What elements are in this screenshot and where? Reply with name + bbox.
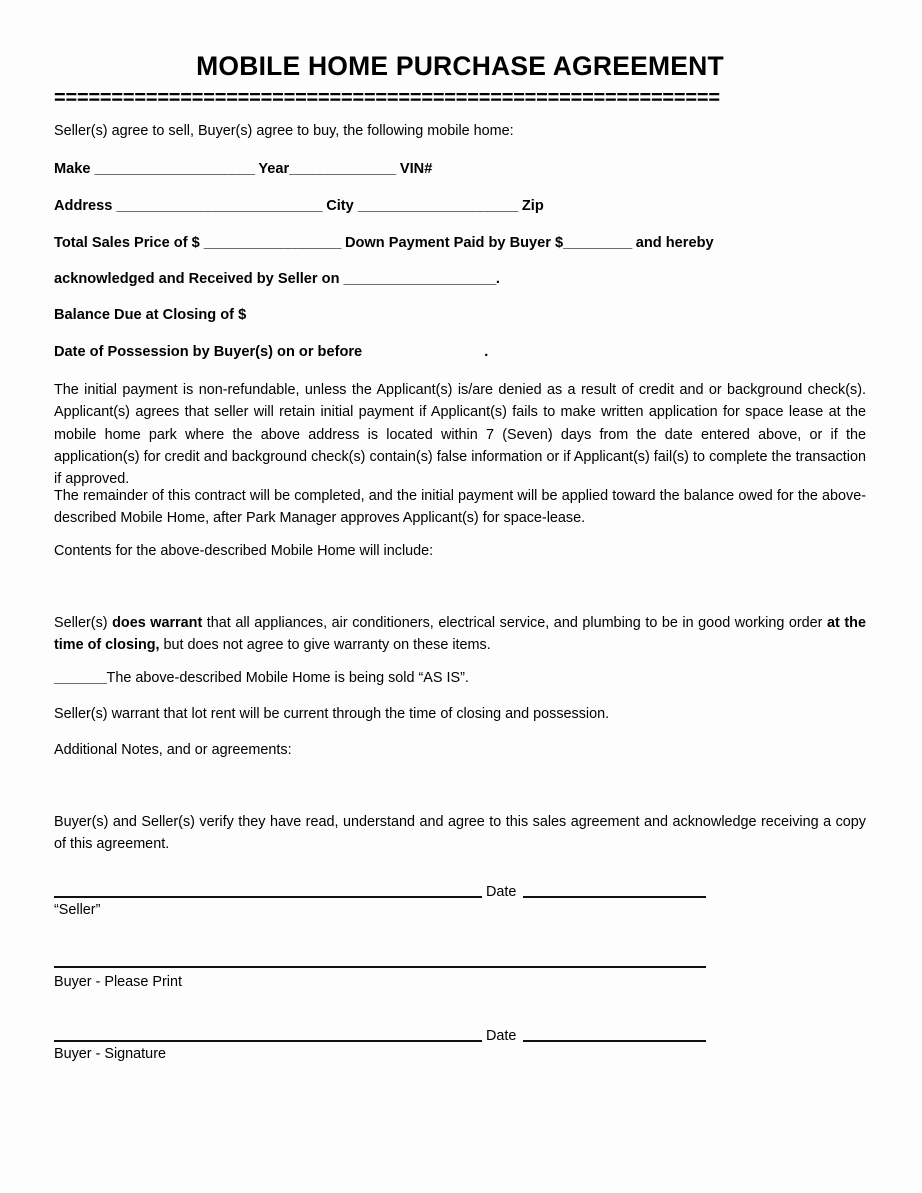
make-label: Make	[54, 161, 91, 177]
balance-due-label: Balance Due at Closing of $	[54, 307, 247, 323]
warranty-bold-time-of-closing: at the time of closing,	[54, 615, 866, 654]
seller-caption: “Seller”	[54, 902, 101, 918]
page-title: MOBILE HOME PURCHASE AGREEMENT	[196, 51, 724, 81]
warranty-bold-does-warrant: does warrant	[112, 615, 203, 631]
verification-paragraph: Buyer(s) and Seller(s) verify they have read, understand and agree to this sales agreement and acknowledge receiving a copy of this agreement.	[54, 814, 866, 853]
equals-divider: ==========================================================	[54, 88, 720, 109]
buyer-signature-line[interactable]	[54, 1040, 482, 1042]
as-is-initial-rule[interactable]: _______	[54, 670, 107, 686]
city-input-rule[interactable]: _____________________	[357, 198, 518, 214]
non-refundable-paragraph: The initial payment is non-refundable, unless the Applicant(s) is/are denied as a result of credit and or background check(s). Applicant(s) agrees that seller will retain initial payment if Applicant(s) fails to make written application for space lease at the mobile home park where the above address is located within 7 (Seven) days from the date entered above, or if the application(s) for credit and background check(s) contain(s) false information or if Applicant(s) fail(s) to complete the transaction if approved.	[54, 382, 866, 488]
additional-notes-label: Additional Notes, and or agreements:	[54, 742, 292, 758]
possession-period: .	[484, 344, 489, 360]
as-is-text: The above-described Mobile Home is being sold “AS IS”.	[106, 670, 469, 686]
total-price-input-rule[interactable]: __________________	[203, 235, 341, 251]
warranty-middle: that all appliances, air conditioners, electrical service, and plumbing to be in good working order	[202, 615, 828, 631]
acknowledged-input-rule[interactable]: ____________________	[343, 271, 496, 287]
warranty-paragraph	[54, 612, 866, 657]
intro-line: Seller(s) agree to sell, Buyer(s) agree to buy, the following mobile home:	[54, 123, 514, 139]
address-city-zip-row	[54, 197, 544, 217]
total-price-label: Total Sales Price of $	[54, 235, 200, 251]
buyer-signature-caption: Buyer - Signature	[54, 1046, 166, 1062]
city-label: City	[326, 198, 354, 214]
make-year-vin-row	[54, 160, 432, 180]
address-input-rule[interactable]: ___________________________	[116, 198, 323, 214]
buyer-print-line[interactable]	[54, 966, 706, 968]
warranty-suffix: but does not agree to give warranty on these items.	[159, 637, 491, 654]
address-label: Address	[54, 198, 113, 214]
seller-date-label: Date	[486, 884, 517, 900]
zip-label: Zip	[521, 198, 544, 214]
acknowledged-label: acknowledged and Received by Seller on	[54, 271, 340, 287]
make-input-rule[interactable]: _____________________	[94, 161, 255, 177]
vin-label: VIN#	[399, 161, 433, 177]
seller-date-line[interactable]	[523, 896, 706, 898]
down-payment-label: Down Payment Paid by Buyer $	[344, 235, 564, 251]
buyer-print-caption: Buyer - Please Print	[54, 974, 182, 990]
buyer-date-line[interactable]	[523, 1040, 706, 1042]
possession-label: Date of Possession by Buyer(s) on or before	[54, 344, 363, 360]
remainder-paragraph: The remainder of this contract will be completed, and the initial payment will be applied toward the balance owed for the above-described Mobile Home, after Park Manager approves Applicant(s) for space-lease.	[54, 488, 866, 527]
seller-signature-line[interactable]	[54, 896, 482, 898]
as-is-row	[54, 667, 866, 689]
year-label: Year	[258, 161, 290, 177]
lot-rent-text: Seller(s) warrant that lot rent will be current through the time of closing and possession.	[54, 706, 610, 722]
possession-row	[54, 343, 488, 363]
acknowledged-period: .	[495, 271, 500, 287]
price-row	[54, 234, 714, 254]
acknowledged-row	[54, 270, 500, 290]
and-hereby-text: and hereby	[635, 235, 714, 251]
down-payment-input-rule[interactable]: _________	[563, 235, 632, 251]
buyer-date-label: Date	[486, 1028, 517, 1044]
contents-label: Contents for the above-described Mobile Home will include:	[54, 543, 434, 559]
warranty-prefix: Seller(s)	[54, 615, 113, 631]
year-input-rule[interactable]: ______________	[289, 161, 396, 177]
